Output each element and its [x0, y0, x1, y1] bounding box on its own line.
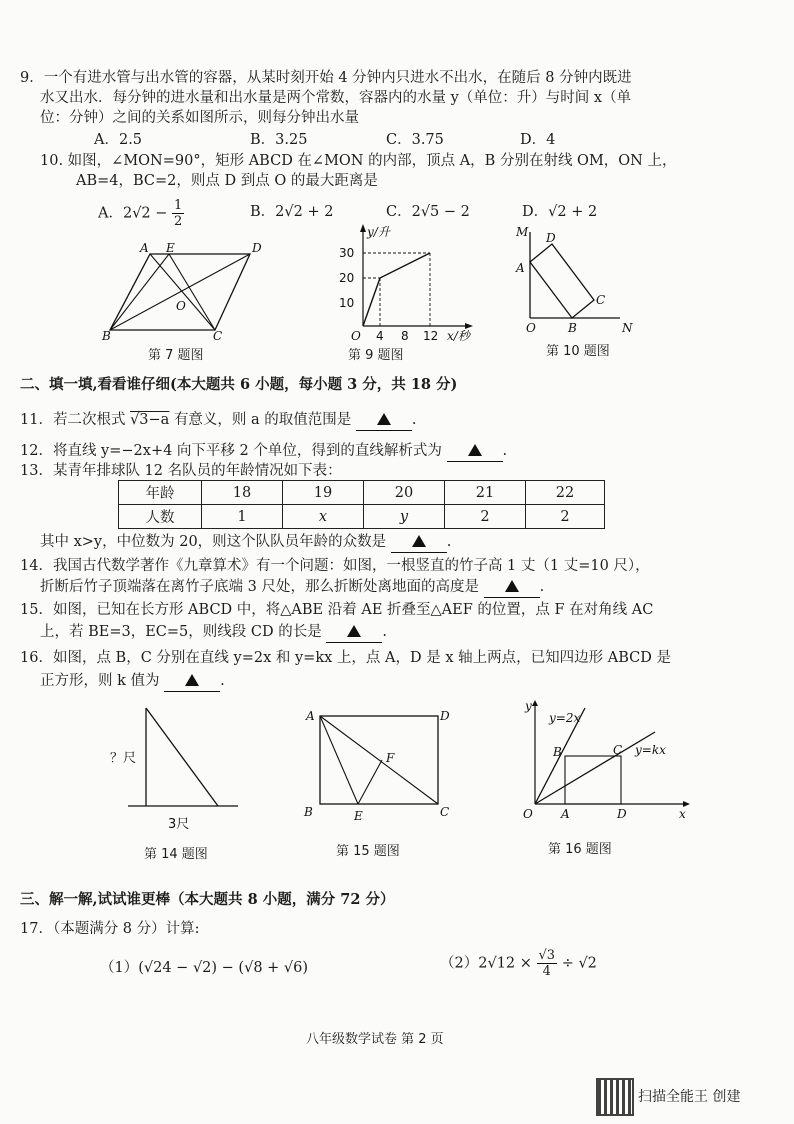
table-cell: 20 [364, 481, 445, 505]
fig7-label-d: D [252, 241, 262, 255]
fig9-xtick-8: 8 [401, 329, 409, 343]
fig10-label-b: B [568, 321, 577, 335]
scanner-watermark: 扫描全能王 创建 [638, 1089, 741, 1105]
fig15-label-b: B [304, 805, 313, 819]
triangle-marker-icon [412, 535, 426, 547]
table-cell: 22 [526, 481, 605, 505]
q10-option-a-fraction: $\frac{1}{2}$ [174, 198, 183, 229]
figure-9 [325, 224, 475, 349]
fig9-ytick-30: 30 [339, 246, 355, 260]
fig7-label-c: C [213, 329, 223, 343]
fig9-xtick-4: 4 [376, 329, 384, 343]
fig9-ytick-10: 10 [339, 296, 355, 310]
fig16-line-2x-label: y=2x [549, 711, 581, 725]
fig10-label-c: C [596, 293, 606, 307]
caption-fig7: 第 7 题图 [148, 348, 204, 363]
fig7-label-o: O [176, 299, 186, 313]
caption-fig16: 第 16 题图 [548, 842, 612, 857]
fig15-label-c: C [440, 805, 450, 819]
q13-text: 13．某青年排球队 12 名队员的年龄情况如下表： [20, 463, 342, 479]
figure-15 [300, 704, 460, 829]
q9-option-d: D．4 [520, 132, 556, 148]
table-cell: 人数 [119, 505, 202, 529]
q10-line2: AB=4，BC=2，则点 D 到点 O 的最大距离是 [76, 173, 378, 189]
q9-option-c: C．3.75 [386, 132, 444, 148]
q9-line2: 水又出水．每分钟的进水量和出水量是两个常数，容器内的水量 y（单位：升）与时间 x（单 [40, 90, 632, 106]
fig16-xlabel: x [679, 807, 686, 821]
q17-part2-text-b: ÷ √2 [561, 955, 597, 972]
q13-tail: 其中 x>y，中位数为 20，则这个队队员年龄的众数是 . [40, 532, 451, 553]
fig15-label-d: D [440, 709, 450, 723]
fig15-label-a: A [306, 709, 315, 723]
page-footer: 八年级数学试卷 第 2 页 [306, 1032, 444, 1047]
fig16-ylabel: y [525, 699, 532, 713]
q10-option-d: D．√2 + 2 [522, 204, 598, 220]
section2-heading: 二、填一填,看看谁仔细(本大题共 6 小题，每小题 3 分，共 18 分) [20, 376, 458, 393]
q15-line1: 15．如图，已知在长方形 ABCD 中，将△ABE 沿着 AE 折叠至△AEF 的位置，点 F 在对角线 AC [20, 602, 654, 618]
section3-heading: 三、解一解,试试谁更棒（本大题共 8 小题，满分 72 分） [20, 891, 395, 908]
qr-code-icon [596, 1078, 634, 1116]
q9-option-b: B．3.25 [250, 132, 308, 148]
q15-line2: 上，若 BE=3，EC=5，则线段 CD 的长是 . [40, 622, 387, 643]
q12-answer-blank[interactable] [447, 441, 503, 462]
fig10-label-d: D [546, 231, 556, 245]
fig16-line-kx-label: y=kx [635, 743, 666, 757]
fig9-ytick-20: 20 [339, 271, 355, 285]
q15-line2-text: 上，若 BE=3，EC=5，则线段 CD 的长是 [40, 624, 322, 640]
q13-tail-text: 其中 x>y，中位数为 20，则这个队队员年龄的众数是 [40, 534, 387, 550]
q16-line1: 16．如图，点 B，C 分别在直线 y=2x 和 y=kx 上，点 A，D 是 x 轴上两点，已知四边形 ABCD 是 [20, 650, 671, 666]
table-cell: 2 [526, 505, 605, 529]
triangle-marker-icon [505, 580, 519, 592]
figure-14 [110, 700, 245, 835]
q14-line1: 14．我国古代数学著作《九章算术》有一个问题：如图，一根竖直的竹子高 1 丈（1 丈=10 尺）， [20, 558, 650, 574]
fig10-label-o: O [526, 321, 536, 335]
q11-text-a: 11．若二次根式 [20, 412, 126, 428]
fig10-label-m: M [516, 225, 529, 239]
triangle-marker-icon [377, 413, 391, 425]
q16-line2-text: 正方形，则 k 值为 [40, 673, 160, 689]
table-cell: 21 [445, 481, 526, 505]
q16-answer-blank[interactable] [164, 671, 220, 692]
q17-part2-text-a: （2）2√12 × [440, 955, 532, 972]
table-cell: 1 [202, 505, 283, 529]
fig7-label-b: B [102, 329, 111, 343]
table-cell: 18 [202, 481, 283, 505]
q17-part2-fraction: $\frac{√3}{4}$ [538, 948, 556, 979]
triangle-marker-icon [347, 625, 361, 637]
q14-answer-blank[interactable] [484, 577, 540, 598]
caption-fig15: 第 15 题图 [336, 844, 400, 859]
q11: 11．若二次根式 √3−a 有意义，则 a 的取值范围是 . [20, 410, 417, 431]
fig7-label-a: A [140, 241, 149, 255]
q11-answer-blank[interactable] [356, 410, 412, 431]
fig7-label-e: E [166, 241, 175, 255]
table-cell: 年龄 [119, 481, 202, 505]
q11-radical: √3−a [130, 412, 170, 428]
q12-text: 12．将直线 y=−2x+4 向下平移 2 个单位，得到的直线解析式为 [20, 443, 442, 459]
table-row [119, 481, 605, 505]
triangle-marker-icon [185, 674, 199, 686]
q17-part2 [440, 948, 597, 979]
figure-7 [100, 242, 275, 347]
fig14-question-label: ？尺 [110, 751, 137, 766]
fig10-label-a: A [516, 261, 525, 275]
q10-option-a [98, 198, 184, 229]
figure-16 [505, 700, 690, 830]
fig14-base-label: 3尺 [168, 817, 190, 832]
caption-fig10: 第 10 题图 [546, 344, 610, 359]
caption-fig14: 第 14 题图 [144, 847, 208, 862]
q9-line3: 位：分钟）之间的关系如图所示，则每分钟出水量 [40, 110, 359, 126]
fig9-xtick-12: 12 [423, 329, 439, 343]
table-cell: x [283, 505, 364, 529]
q10-option-b: B．2√2 + 2 [250, 204, 334, 220]
table-cell: 19 [283, 481, 364, 505]
q17-text: 17．（本题满分 8 分）计算: [20, 921, 200, 937]
table-cell: y [364, 505, 445, 529]
q15-answer-blank[interactable] [326, 622, 382, 643]
figure-10 [510, 222, 640, 337]
fig16-label-c: C [613, 743, 623, 757]
q9-option-a: A．2.5 [94, 132, 143, 148]
fig9-origin: O [351, 329, 361, 343]
triangle-marker-icon [468, 444, 482, 456]
q17-part1: （1）(√24 − √2) − (√8 + √6) [100, 960, 309, 976]
fig15-label-f: F [386, 751, 395, 765]
q14-line2-text: 折断后竹子顶端落在离竹子底端 3 尺处，那么折断处离地面的高度是 [40, 579, 479, 595]
q13-answer-blank[interactable] [391, 532, 447, 553]
fig16-label-b: B [553, 745, 562, 759]
q12: 12．将直线 y=−2x+4 向下平移 2 个单位，得到的直线解析式为 . [20, 441, 507, 462]
q14-line2: 折断后竹子顶端落在离竹子底端 3 尺处，那么折断处离地面的高度是 . [40, 577, 544, 598]
fig16-label-d: D [617, 807, 627, 821]
table-cell: 2 [445, 505, 526, 529]
q16-line2: 正方形，则 k 值为 . [40, 671, 225, 692]
table-row [119, 505, 605, 529]
fig9-ylabel: y/升 [367, 225, 390, 239]
q11-text-b: 有意义，则 a 的取值范围是 [173, 412, 352, 428]
q10-option-a-text: A．2√2 − [98, 205, 168, 222]
fig10-label-n: N [622, 321, 633, 335]
age-table [118, 480, 605, 529]
caption-fig9: 第 9 题图 [348, 348, 404, 363]
q10-option-c: C．2√5 − 2 [386, 204, 470, 220]
q9-line1: 9．一个有进水管与出水管的容器，从某时刻开始 4 分钟内只进水不出水，在随后 8 分钟内既进 [20, 70, 632, 86]
fig15-label-e: E [354, 809, 363, 823]
fig9-xlabel: x/秒 [447, 329, 470, 343]
q10-line1: 10. 如图，∠MON=90°，矩形 ABCD 在∠MON 的内部，顶点 A，B 分别在射线 OM，ON 上， [40, 153, 677, 169]
fig16-label-a: A [561, 807, 570, 821]
fig16-origin: O [523, 807, 533, 821]
